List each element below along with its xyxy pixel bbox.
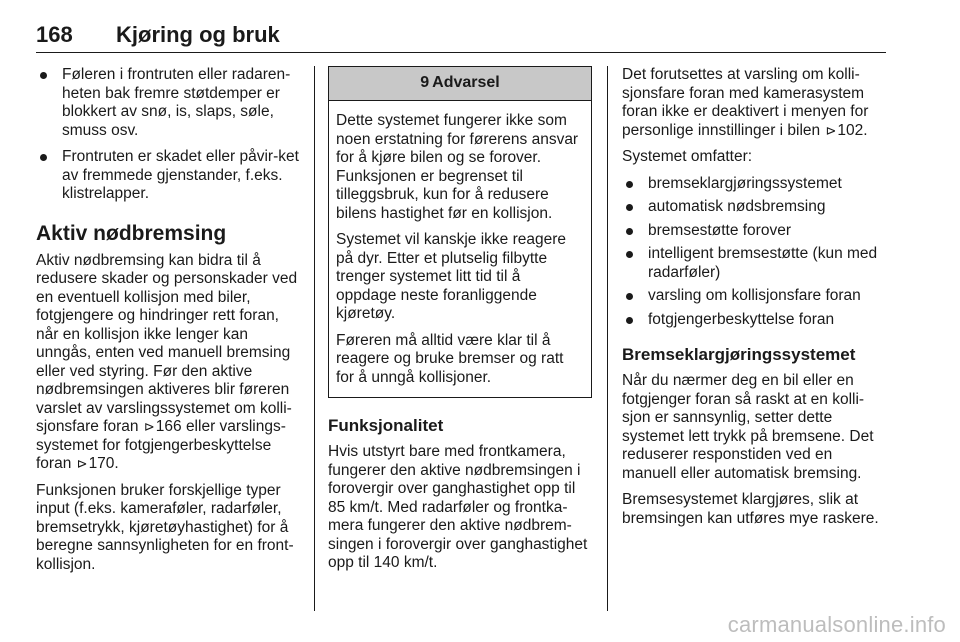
paragraph: Det forutsettes at varsling om kolli-sjonsfare foran med kamerasystem foran ikke er deaktivert i menyen for personlige innstillinger i bilen ⊳102. xyxy=(622,66,869,139)
header-divider xyxy=(36,52,886,53)
section-heading-funksjonalitet: Funksjonalitet xyxy=(328,416,444,435)
warning-paragraph: Dette systemet fungerer ikke som noen erstatning for førerens ansvar for å kjøre bilen og se forover. Funksjonen er begrenset til tilleggsbruk, kun for å redusere bilens hastighet før en kollisjon. xyxy=(336,112,579,222)
warning-header xyxy=(329,67,591,101)
page-reference-link[interactable]: 102. xyxy=(837,121,868,139)
bullet-icon xyxy=(40,154,47,161)
column-divider-2 xyxy=(607,66,608,611)
warning-box xyxy=(328,66,592,398)
page-reference-link[interactable]: 166 xyxy=(155,418,182,435)
condition-list xyxy=(36,66,300,204)
page-reference-arrow-icon[interactable]: ⊳ xyxy=(825,122,837,138)
paragraph: Når du nærmer deg en bil eller en fotgjenger foran så raskt at en kolli-sjon er sannsynlig, setter dette systemet lett trykk på bremsene. Det reduserer responstiden ved en manuell eller automatisk bremsing. xyxy=(622,372,874,482)
warning-paragraph: Føreren må alltid være klar til å reagere og bruke bremser og ratt for å unngå kollisjoner. xyxy=(336,331,564,386)
column-3 xyxy=(622,66,888,536)
page-reference-link[interactable]: 170. xyxy=(88,455,119,472)
warning-body xyxy=(329,101,591,397)
page-reference-arrow-icon[interactable]: ⊳ xyxy=(76,456,88,471)
system-list xyxy=(622,175,888,330)
paragraph: Funksjonen bruker forskjellige typer input (f.eks. kameraføler, radarføler, bremsetrykk, kjøretøyhastighet) for å beregne sannsynligheten for en front-kollisjon. xyxy=(36,481,294,573)
section-heading-bremseklargjoring: Bremseklargjøringssystemet xyxy=(622,345,856,364)
column-divider-1 xyxy=(314,66,315,611)
list-item: Føleren i frontruten eller radaren-heten bak fremre støtdemper er blokkert av snø, is, slaps, søle, smuss osv. xyxy=(36,66,300,140)
list-item: varsling om kollisjonsfare foran xyxy=(622,287,888,306)
paragraph: Aktiv nødbremsing kan bidra til å redusere skader og personskader ved en eventuell kollisjon med biler, fotgjengere og hindringer rett foran, når en kollisjon ikke lenger kan unngås, enten ved manuell bremsing eller ved styring. Før den aktive nødbremsingen aktiveres blir føreren varslet av varslingssystemet om kolli-sjonsfare foran ⊳166 eller varslings-systemet for fotgjengerbeskyttelse foran ⊳170. xyxy=(36,251,298,472)
bullet-icon xyxy=(626,251,633,258)
bullet-icon xyxy=(626,181,633,188)
warning-title: Advarsel xyxy=(432,74,500,92)
bullet-icon xyxy=(626,317,633,324)
paragraph: Systemet omfatter: xyxy=(622,148,753,165)
list-item: intelligent bremsestøtte (kun med radarføler) xyxy=(622,245,888,282)
page-reference-arrow-icon[interactable]: ⊳ xyxy=(143,419,155,434)
bullet-icon xyxy=(626,293,633,300)
bullet-icon xyxy=(626,204,633,211)
paragraph: Bremsesystemet klargjøres, slik at bremsingen kan utføres mye raskere. xyxy=(622,491,879,527)
list-item: bremsestøtte forover xyxy=(622,222,888,241)
section-heading-aktiv-nodbremsing: Aktiv nødbremsing xyxy=(36,221,227,245)
warning-paragraph: Systemet vil kanskje ikke reagere på dyr. Etter et plutselig filbytte trenger systemet litt tid til å oppdage neste foranliggende kjøretøy. xyxy=(336,231,567,322)
warning-icon: 9 xyxy=(420,74,430,92)
page-header xyxy=(36,22,886,52)
page-title: Kjøring og bruk xyxy=(116,22,280,47)
list-item: automatisk nødsbremsing xyxy=(622,198,888,217)
column-1 xyxy=(36,66,300,582)
paragraph: Hvis utstyrt bare med frontkamera, fungerer den aktive nødbremsingen i forovergir over ganghastighet opp til 85 km/t. Med radarføler og frontka-mera fungerer den aktive nødbrem-singen i forovergir over ganghastighet opp til 140 km/t. xyxy=(328,443,588,571)
page-number: 168 xyxy=(36,22,73,47)
column-2 xyxy=(328,66,592,581)
watermark: carmanualsonline.info xyxy=(727,612,946,637)
list-item: bremseklargjøringssystemet xyxy=(622,175,888,194)
bullet-icon xyxy=(626,228,633,235)
list-item: fotgjengerbeskyttelse foran xyxy=(622,311,888,330)
list-item: Frontruten er skadet eller påvir-ket av fremmede gjenstander, f.eks. klistrelapper. xyxy=(36,148,300,204)
bullet-icon xyxy=(40,72,47,79)
